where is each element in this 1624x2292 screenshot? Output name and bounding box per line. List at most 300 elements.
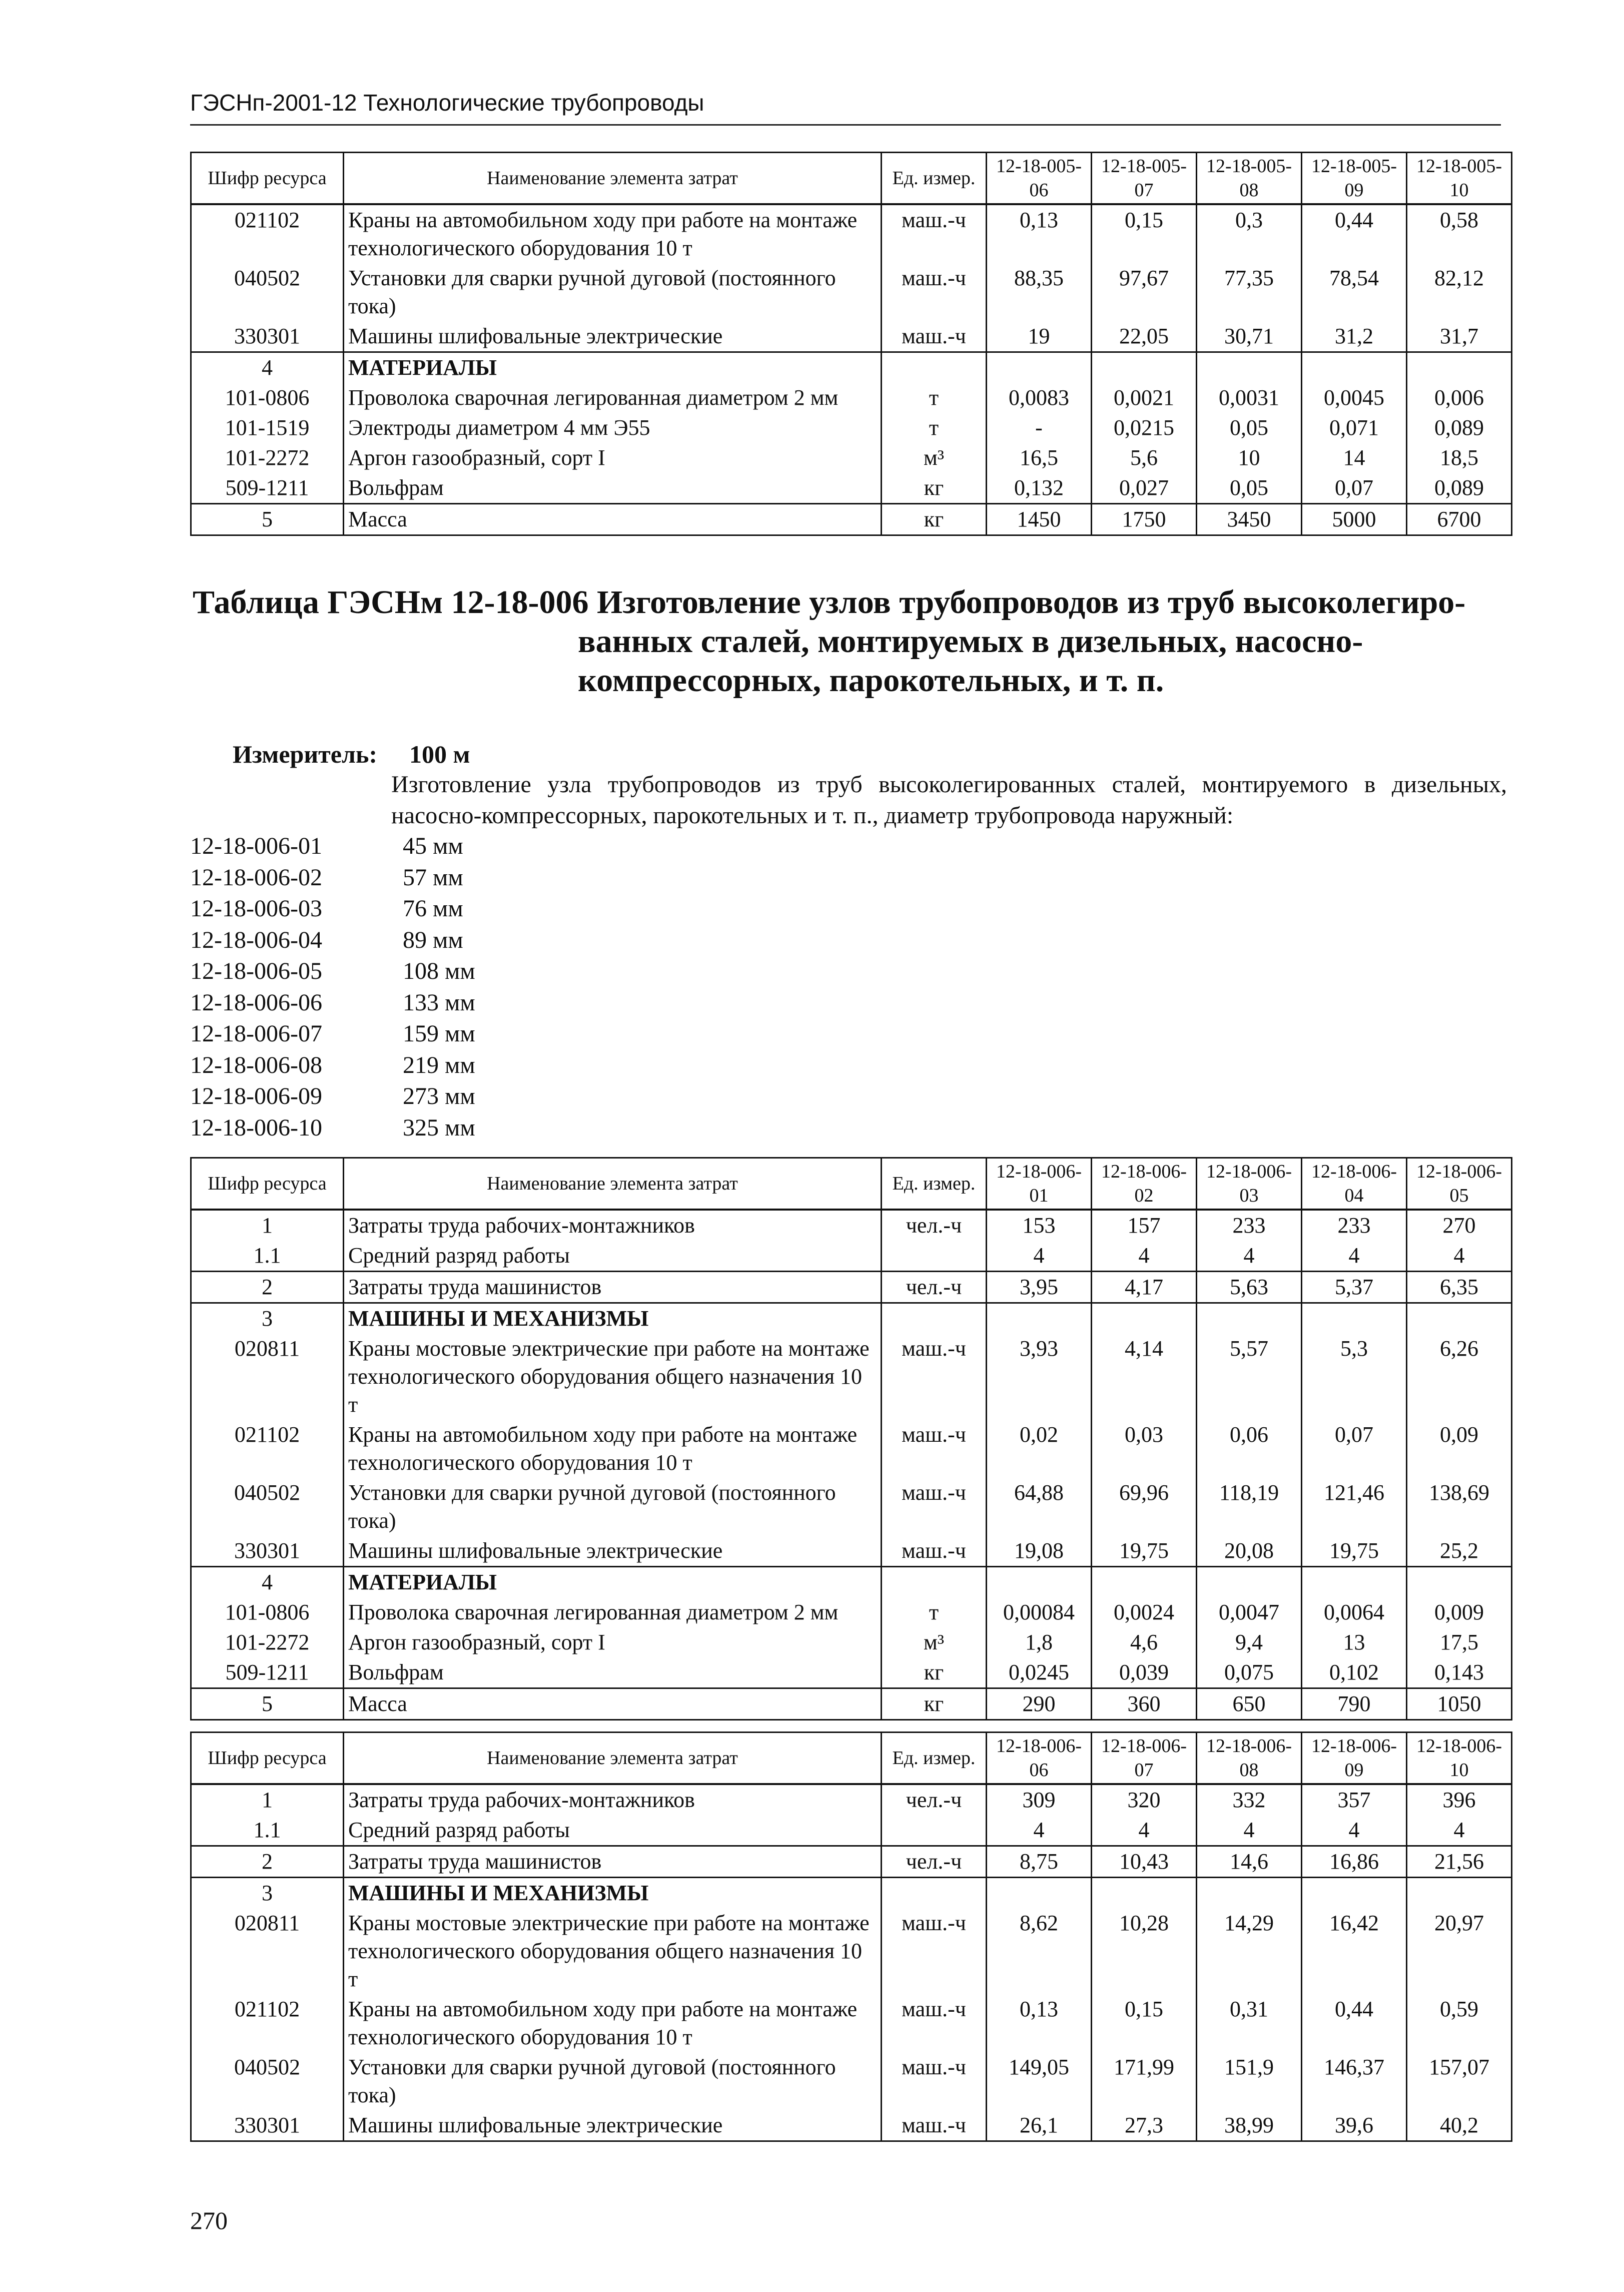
value-cell: 0,0045: [1302, 383, 1407, 413]
unit-cell: маш.-ч: [882, 1478, 987, 1536]
value-cell: 4: [1092, 1815, 1197, 1846]
value-cell: 10,43: [1092, 1846, 1197, 1878]
header-column-code: 12-18-006-05: [1407, 1158, 1512, 1210]
running-header: ГЭСНп-2001-12 Технологические трубопроводы: [190, 90, 704, 116]
value-cell: 3450: [1197, 504, 1302, 535]
value-cell: [1302, 1878, 1407, 1909]
table-row: [191, 1597, 1512, 1627]
resource-code: 101-0806: [191, 383, 344, 413]
resource-name: Затраты труда рабочих-монтажников: [344, 1784, 882, 1815]
resource-name: Аргон газообразный, сорт I: [344, 443, 882, 473]
resource-code: 2: [191, 1272, 344, 1303]
header-column-code: 12-18-006-09: [1302, 1733, 1407, 1785]
resource-name: Средний разряд работы: [344, 1241, 882, 1272]
value-cell: 10: [1197, 443, 1302, 473]
diameter-size: 89 мм: [403, 926, 463, 953]
value-cell: 19: [987, 321, 1092, 352]
value-cell: 0,07: [1302, 473, 1407, 504]
value-cell: 0,089: [1434, 415, 1484, 440]
value-cell: 4: [1092, 1241, 1197, 1272]
diameter-size: 76 мм: [403, 895, 463, 922]
value-cell: [1302, 352, 1407, 383]
header-name: Наименование элемента затрат: [344, 1733, 882, 1785]
value-cell: [1197, 1303, 1302, 1334]
diameter-code: 12-18-006-06: [190, 989, 322, 1016]
diameter-size: 133 мм: [403, 989, 475, 1016]
diameter-row: [190, 956, 475, 987]
value-cell: 4: [1197, 1815, 1302, 1846]
value-cell: 320: [1092, 1784, 1197, 1815]
value-cell: 5,3: [1302, 1334, 1407, 1420]
value-cell: 357: [1302, 1784, 1407, 1815]
value-cell: 233: [1197, 1210, 1302, 1241]
resource-code: 4: [191, 1567, 344, 1598]
value-cell: 64,88: [987, 1478, 1092, 1536]
value-cell: 0,132: [987, 473, 1092, 504]
value-cell: 0,0024: [1092, 1597, 1197, 1627]
resource-code: 020811: [191, 1334, 344, 1420]
value-cell: [1407, 1878, 1512, 1909]
table-row: [191, 1878, 1512, 1909]
table-row: [191, 1478, 1512, 1536]
table-row: [191, 1241, 1512, 1272]
diameter-code: 12-18-006-10: [190, 1114, 322, 1141]
resource-name: МАТЕРИАЛЫ: [344, 1567, 882, 1598]
value-cell: 1450: [987, 504, 1092, 535]
diameter-code: 12-18-006-09: [190, 1083, 322, 1109]
unit-cell: маш.-ч: [882, 1536, 987, 1567]
resource-code: 1.1: [191, 1815, 344, 1846]
value-cell: 4: [1302, 1241, 1407, 1272]
resource-code: 2: [191, 1846, 344, 1878]
value-cell: [987, 1567, 1092, 1598]
value-cell: 8,62: [987, 1908, 1092, 1994]
value-cell: 18,5: [1440, 445, 1478, 470]
diameter-code: 12-18-006-02: [190, 864, 322, 891]
value-cell: 8,75: [987, 1846, 1092, 1878]
value-cell: 171,99: [1092, 2052, 1197, 2110]
table-row: [191, 1303, 1512, 1334]
table-header-row: [191, 1158, 1512, 1210]
value-cell: 0,0031: [1197, 383, 1302, 413]
resource-name: Масса: [344, 504, 882, 535]
value-cell: 0,31: [1197, 1994, 1302, 2052]
diameter-code: 12-18-006-08: [190, 1051, 322, 1078]
value-cell: 5,37: [1302, 1272, 1407, 1303]
resource-code: 040502: [191, 1478, 344, 1536]
value-cell: -: [987, 413, 1092, 443]
value-cell: 6,35: [1407, 1272, 1512, 1303]
value-cell: [987, 1878, 1092, 1909]
resource-name: МАШИНЫ И МЕХАНИЗМЫ: [344, 1878, 882, 1909]
resource-code: 020811: [191, 1908, 344, 1994]
resource-code: 5: [191, 1688, 344, 1720]
resource-name: МАТЕРИАЛЫ: [344, 352, 882, 383]
header-code: Шифр ресурса: [191, 1158, 344, 1210]
resource-name: Установки для сварки ручной дуговой (постоянного тока): [344, 1478, 882, 1536]
value-cell: 16,86: [1302, 1846, 1407, 1878]
value-cell: 82,12: [1434, 266, 1484, 290]
value-cell: 20,97: [1434, 1911, 1484, 1935]
resource-code: 101-1519: [191, 413, 344, 443]
value-cell: 0,0215: [1092, 413, 1197, 443]
value-cell: 4: [987, 1815, 1092, 1846]
unit-cell: маш.-ч: [882, 2052, 987, 2110]
header-column-code: 12-18-005-07: [1092, 153, 1197, 205]
header-column-code: 12-18-005-06: [987, 153, 1092, 205]
value-cell: [1407, 1303, 1512, 1334]
diameter-row: [190, 862, 475, 894]
value-cell: 0,15: [1092, 204, 1197, 263]
resource-code: 021102: [191, 1420, 344, 1478]
resource-name: Машины шлифовальные электрические: [344, 2110, 882, 2141]
page-number: 270: [190, 2206, 228, 2234]
value-cell: 0,05: [1197, 413, 1302, 443]
unit-cell: маш.-ч: [882, 1420, 987, 1478]
value-cell: 146,37: [1302, 2052, 1407, 2110]
value-cell: [1197, 1567, 1302, 1598]
resource-name: Электроды диаметром 4 мм Э55: [344, 413, 882, 443]
table-row: [191, 2110, 1512, 2141]
value-cell: 0,0083: [987, 383, 1092, 413]
resource-code: 021102: [191, 204, 344, 263]
table-row: [191, 443, 1512, 473]
header-code: Шифр ресурса: [191, 1733, 344, 1785]
value-cell: 0,027: [1092, 473, 1197, 504]
value-cell: [1197, 352, 1302, 383]
diameter-size: 219 мм: [403, 1051, 475, 1078]
diameter-size: 273 мм: [403, 1083, 475, 1109]
value-cell: 0,006: [1434, 385, 1484, 410]
diameter-code: 12-18-006-04: [190, 926, 322, 953]
resource-name: МАШИНЫ И МЕХАНИЗМЫ: [344, 1303, 882, 1334]
value-cell: 0,07: [1302, 1420, 1407, 1478]
value-cell: 77,35: [1197, 263, 1302, 321]
diameter-size: 45 мм: [403, 833, 463, 859]
resource-code: 330301: [191, 2110, 344, 2141]
resource-code: 509-1211: [191, 1657, 344, 1688]
resource-name: Масса: [344, 1688, 882, 1720]
resource-code: 101-2272: [191, 443, 344, 473]
value-cell: 30,71: [1197, 321, 1302, 352]
value-cell: 5,57: [1197, 1334, 1302, 1420]
resource-name: Установки для сварки ручной дуговой (постоянного тока): [344, 263, 882, 321]
value-cell: 97,67: [1092, 263, 1197, 321]
value-cell: 270: [1442, 1213, 1476, 1238]
value-cell: 0,102: [1302, 1657, 1407, 1688]
header-name: Наименование элемента затрат: [344, 153, 882, 205]
unit-cell: маш.-ч: [882, 1334, 987, 1420]
value-cell: 4,6: [1092, 1627, 1197, 1657]
value-cell: 0,44: [1302, 1994, 1407, 2052]
value-cell: 31,2: [1302, 321, 1407, 352]
resource-name: Краны на автомобильном ходу при работе на монтаже технологического оборудования 10 т: [344, 1420, 882, 1478]
table-title: [193, 583, 1513, 700]
resource-code: 040502: [191, 2052, 344, 2110]
value-cell: 40,2: [1440, 2113, 1478, 2137]
resource-code: 101-2272: [191, 1627, 344, 1657]
value-cell: 1050: [1407, 1688, 1512, 1720]
unit-cell: [882, 1878, 987, 1909]
diameter-row: [190, 925, 475, 956]
diameter-size: 108 мм: [403, 958, 475, 984]
diameter-code: 12-18-006-05: [190, 958, 322, 984]
meter-label: Измеритель:: [233, 740, 378, 768]
header-unit: Ед. измер.: [882, 1158, 987, 1210]
value-cell: 149,05: [987, 2052, 1092, 2110]
unit-cell: маш.-ч: [882, 1908, 987, 1994]
resource-name: Затраты труда машинистов: [344, 1272, 882, 1303]
table-row: [191, 413, 1512, 443]
resource-code: 021102: [191, 1994, 344, 2052]
value-cell: 0,59: [1440, 1997, 1478, 2021]
table-row: [191, 1815, 1512, 1846]
value-cell: 0,13: [987, 204, 1092, 263]
table-row: [191, 263, 1512, 321]
table-header-row: [191, 153, 1512, 205]
value-cell: 153: [987, 1210, 1092, 1241]
table-row: [191, 1210, 1512, 1241]
unit-cell: маш.-ч: [882, 263, 987, 321]
value-cell: 19,08: [987, 1536, 1092, 1567]
diameter-code: 12-18-006-01: [190, 833, 322, 859]
value-cell: 0,0245: [987, 1657, 1092, 1688]
header-name: Наименование элемента затрат: [344, 1158, 882, 1210]
unit-cell: м³: [882, 443, 987, 473]
value-cell: 13: [1302, 1627, 1407, 1657]
unit-cell: маш.-ч: [882, 2110, 987, 2141]
value-cell: 0,009: [1434, 1600, 1484, 1624]
resource-name: Краны мостовые электрические при работе на монтаже технологического оборудования общего назначения 10 т: [344, 1908, 882, 1994]
value-cell: 5,63: [1197, 1272, 1302, 1303]
value-cell: 5,6: [1092, 443, 1197, 473]
value-cell: 121,46: [1302, 1478, 1407, 1536]
header-column-code: 12-18-006-06: [987, 1733, 1092, 1785]
value-cell: 14,6: [1197, 1846, 1302, 1878]
value-cell: 16,5: [987, 443, 1092, 473]
header-column-code: 12-18-006-08: [1197, 1733, 1302, 1785]
resource-code: 330301: [191, 321, 344, 352]
value-cell: 31,7: [1440, 324, 1478, 348]
value-cell: 0,089: [1434, 475, 1484, 500]
value-cell: 3,93: [987, 1334, 1092, 1420]
unit-cell: т: [882, 383, 987, 413]
header-column-code: 12-18-005-10: [1407, 153, 1512, 205]
header-column-code: 12-18-006-03: [1197, 1158, 1302, 1210]
resource-code: 3: [191, 1878, 344, 1909]
table-row: [191, 1334, 1512, 1420]
value-cell: 0,00084: [987, 1597, 1092, 1627]
unit-cell: кг: [882, 473, 987, 504]
resource-name: Затраты труда рабочих-монтажников: [344, 1210, 882, 1241]
diameter-row: [190, 987, 475, 1019]
value-cell: 0,3: [1197, 204, 1302, 263]
resource-name: Аргон газообразный, сорт I: [344, 1627, 882, 1657]
table-header-row: [191, 1733, 1512, 1785]
diameter-size: 325 мм: [403, 1114, 475, 1141]
unit-cell: [882, 352, 987, 383]
resource-code: 101-0806: [191, 1597, 344, 1627]
value-cell: 26,1: [987, 2110, 1092, 2141]
unit-cell: кг: [882, 504, 987, 535]
unit-cell: [882, 1303, 987, 1334]
resource-name: Установки для сварки ручной дуговой (постоянного тока): [344, 2052, 882, 2110]
value-cell: 0,02: [987, 1420, 1092, 1478]
value-cell: [1302, 1567, 1407, 1598]
value-cell: 309: [987, 1784, 1092, 1815]
value-cell: 14,29: [1197, 1908, 1302, 1994]
unit-cell: м³: [882, 1627, 987, 1657]
value-cell: [987, 1303, 1092, 1334]
unit-cell: маш.-ч: [882, 1994, 987, 2052]
value-cell: 233: [1302, 1210, 1407, 1241]
table-row: [191, 1657, 1512, 1688]
unit-cell: кг: [882, 1657, 987, 1688]
diameter-row: [190, 1081, 475, 1112]
resource-name: Затраты труда машинистов: [344, 1846, 882, 1878]
resource-code: 1.1: [191, 1241, 344, 1272]
table-row: [191, 1994, 1512, 2052]
resource-name: Краны мостовые электрические при работе на монтаже технологического оборудования общего назначения 10 т: [344, 1334, 882, 1420]
value-cell: 3,95: [987, 1272, 1092, 1303]
value-cell: 118,19: [1197, 1478, 1302, 1536]
value-cell: [987, 352, 1092, 383]
resource-name: Краны на автомобильном ходу при работе на монтаже технологического оборудования 10 т: [344, 204, 882, 263]
resource-name: Машины шлифовальные электрические: [344, 1536, 882, 1567]
diameter-row: [190, 1112, 475, 1144]
table-title-line-2: ванных сталей, монтируемых в дизельных, насосно-: [578, 623, 1363, 660]
table-row: [191, 1846, 1512, 1878]
value-cell: 1750: [1092, 504, 1197, 535]
resource-table-005: [190, 152, 1512, 536]
header-column-code: 12-18-005-09: [1302, 153, 1407, 205]
value-cell: 10,28: [1092, 1908, 1197, 1994]
value-cell: 1,8: [987, 1627, 1092, 1657]
resource-name: Средний разряд работы: [344, 1815, 882, 1846]
resource-name: Краны на автомобильном ходу при работе на монтаже технологического оборудования 10 т: [344, 1994, 882, 2052]
value-cell: 4,17: [1092, 1272, 1197, 1303]
value-cell: 0,58: [1440, 208, 1478, 232]
table-row: [191, 504, 1512, 535]
value-cell: 16,42: [1302, 1908, 1407, 1994]
value-cell: 22,05: [1092, 321, 1197, 352]
table-row: [191, 1567, 1512, 1598]
unit-cell: т: [882, 413, 987, 443]
value-cell: [1407, 352, 1512, 383]
table-row: [191, 1908, 1512, 1994]
table-row: [191, 383, 1512, 413]
unit-cell: маш.-ч: [882, 204, 987, 263]
table-title-line-1: Таблица ГЭСНм 12-18-006 Изготовление узлов трубопроводов из труб высоколегиро-: [193, 584, 1466, 621]
header-column-code: 12-18-006-07: [1092, 1733, 1197, 1785]
value-cell: [1092, 352, 1197, 383]
unit-cell: кг: [882, 1688, 987, 1720]
diameter-code: 12-18-006-07: [190, 1020, 322, 1047]
table-row: [191, 204, 1512, 263]
unit-cell: маш.-ч: [882, 321, 987, 352]
resource-code: 509-1211: [191, 473, 344, 504]
unit-cell: т: [882, 1597, 987, 1627]
resource-table-006-01-05: [190, 1157, 1512, 1721]
value-cell: [1302, 1303, 1407, 1334]
diameter-list: [190, 831, 475, 1143]
value-cell: 650: [1197, 1688, 1302, 1720]
unit-cell: чел.-ч: [882, 1784, 987, 1815]
header-rule: [190, 124, 1501, 126]
resource-name: Вольфрам: [344, 473, 882, 504]
value-cell: 4: [1302, 1815, 1407, 1846]
table-row: [191, 1627, 1512, 1657]
header-column-code: 12-18-005-08: [1197, 153, 1302, 205]
header-column-code: 12-18-006-01: [987, 1158, 1092, 1210]
value-cell: 157,07: [1429, 2055, 1489, 2079]
value-cell: 0,0064: [1302, 1597, 1407, 1627]
value-cell: 20,08: [1197, 1536, 1302, 1567]
value-cell: 4: [987, 1241, 1092, 1272]
value-cell: 332: [1197, 1784, 1302, 1815]
table-row: [191, 1784, 1512, 1815]
table-row: [191, 352, 1512, 383]
value-cell: 0,06: [1197, 1420, 1302, 1478]
value-cell: 0,075: [1197, 1657, 1302, 1688]
header-column-code: 12-18-006-04: [1302, 1158, 1407, 1210]
value-cell: 360: [1092, 1688, 1197, 1720]
resource-name: Машины шлифовальные электрические: [344, 321, 882, 352]
table-row: [191, 1272, 1512, 1303]
value-cell: [1092, 1303, 1197, 1334]
table-row: [191, 473, 1512, 504]
meter-value: 100 м: [409, 740, 470, 768]
unit-cell: чел.-ч: [882, 1272, 987, 1303]
table-row: [191, 2052, 1512, 2110]
value-cell: 19,75: [1092, 1536, 1197, 1567]
value-cell: 0,143: [1434, 1660, 1484, 1684]
resource-table-006-06-10: [190, 1732, 1512, 2142]
unit-cell: чел.-ч: [882, 1846, 987, 1878]
value-cell: 157: [1092, 1210, 1197, 1241]
value-cell: 0,09: [1440, 1422, 1478, 1447]
diameter-row: [190, 1018, 475, 1050]
table-row: [191, 1420, 1512, 1478]
value-cell: 0,039: [1092, 1657, 1197, 1688]
value-cell: [1197, 1878, 1302, 1909]
diameter-row: [190, 831, 475, 862]
value-cell: 0,0021: [1092, 383, 1197, 413]
value-cell: 0,44: [1302, 204, 1407, 263]
resource-name: Проволока сварочная легированная диаметром 2 мм: [344, 1597, 882, 1627]
resource-code: 330301: [191, 1536, 344, 1567]
value-cell: 151,9: [1197, 2052, 1302, 2110]
table-row: [191, 1536, 1512, 1567]
diameter-size: 159 мм: [403, 1020, 475, 1047]
value-cell: 14: [1302, 443, 1407, 473]
value-cell: 6700: [1407, 504, 1512, 535]
table-row: [191, 321, 1512, 352]
unit-cell: [882, 1815, 987, 1846]
resource-code: 5: [191, 504, 344, 535]
resource-code: 4: [191, 352, 344, 383]
table-row: [191, 1688, 1512, 1720]
resource-code: 1: [191, 1210, 344, 1241]
value-cell: 4,14: [1092, 1334, 1197, 1420]
diameter-row: [190, 893, 475, 925]
value-cell: [1092, 1567, 1197, 1598]
value-cell: 27,3: [1092, 2110, 1197, 2141]
value-cell: 4: [1453, 1818, 1465, 1842]
value-cell: 39,6: [1302, 2110, 1407, 2141]
value-cell: 0,03: [1092, 1420, 1197, 1478]
value-cell: 138,69: [1429, 1480, 1489, 1505]
